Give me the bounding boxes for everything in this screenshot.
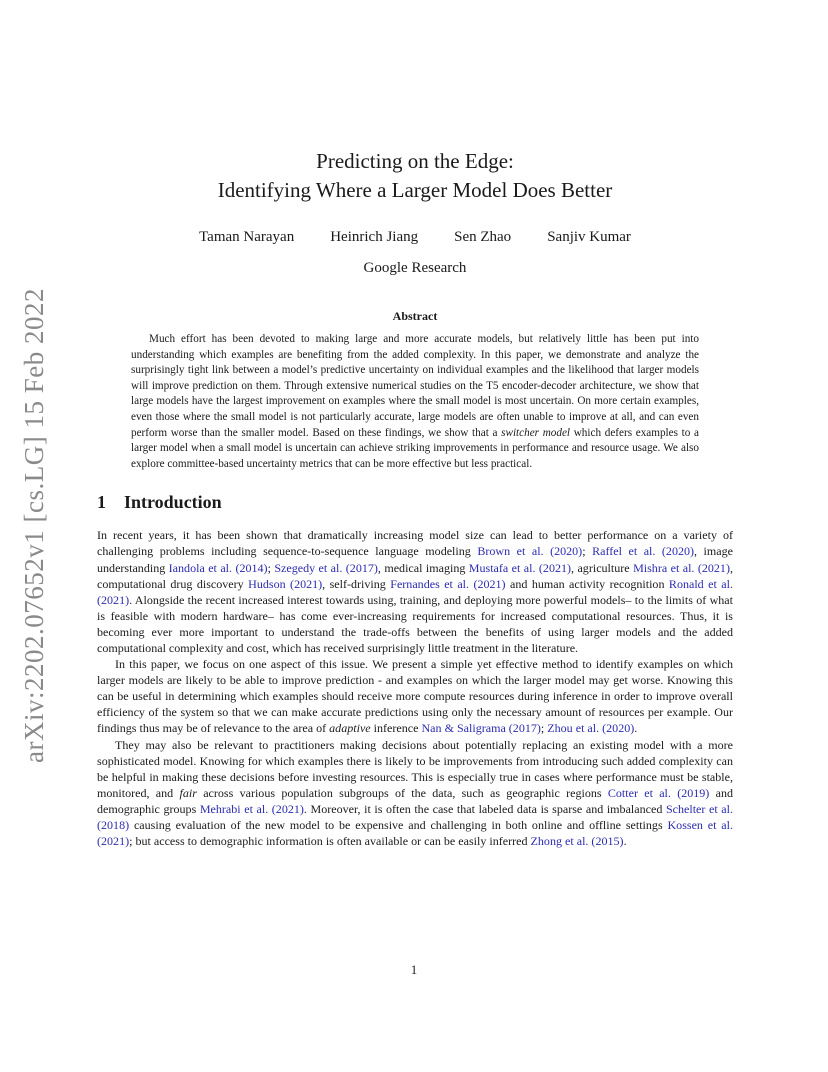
paragraph-1 [97,527,733,656]
abstract-text [131,332,699,472]
text-run: . [623,834,627,849]
citation-link[interactable]: Mishra et al. (2021) [633,560,730,575]
abstract-heading: Abstract [392,309,438,323]
citation-link[interactable]: Zhong et al. (2015) [530,834,624,849]
citation-link[interactable]: Hudson (2021) [248,576,323,591]
text-run: , agriculture [571,560,634,575]
author-name: Sen Zhao [454,229,512,245]
text-run: . [634,721,638,736]
abstract-run: Much effort has been devoted to making large and more accurate models, but relatively little has been put into understanding which examples are benefiting from the added complexity. In this paper, we demonstrate and analyze the surprisingly tight link between a model’s predictive uncertainty on individual examples and the likelihood that larger models will improve prediction on them. Through extensive numerical studies on the T5 encoder-decoder architecture, we show that large models have the largest improvement on examples where the small model is most uncertain. On more certain examples, even those where the small model is not particularly accurate, large models are often unable to improve at all, and can even perform worse than the smaller model. Based on these findings, we show that a [131,333,699,439]
text-run: and demographic groups [97,785,734,816]
text-run: ; [267,560,275,575]
citation-link[interactable]: Ronald et al. (2021) [97,576,733,607]
paper-page [97,0,733,849]
text-run: inference [370,721,422,736]
citation-link[interactable]: Iandola et al. (2014) [168,560,268,575]
title-line-2: Identifying Where a Larger Model Does Better [217,178,613,202]
text-run: They may also be relevant to practitioners making decisions about potentially replacing an existing model with a more sophisticated model. Knowing for which examples there is likely to be improvements from introducing such added complexity can be helpful in making these decisions before investing resources. This is especially true in cases where performance must be stable, monitored, and [97,737,733,800]
text-run: , medical imaging [377,560,469,575]
text-run: , computational drug discovery [97,560,733,591]
citation-link[interactable]: Cotter et al. (2019) [607,785,710,800]
citation-link[interactable]: Schelter et al. (2018) [97,801,733,833]
affiliation: Google Research [363,260,467,276]
author-name: Heinrich Jiang [330,229,419,245]
text-run: across various population subgroups of the data, such as geographic regions [196,785,608,800]
text-run: , image understanding [97,544,733,575]
text-run: and human activity recognition [505,576,669,591]
author-name: Taman Narayan [199,229,295,245]
citation-link[interactable]: Zhou et al. (2020) [547,721,635,736]
citation-link[interactable]: Mustafa et al. (2021) [468,560,572,575]
text-run: ; [582,544,593,559]
arxiv-stamp [10,287,58,763]
author-name: Sanjiv Kumar [547,229,631,245]
citation-link[interactable]: Mehrabi et al. (2021) [199,801,304,816]
section-heading [97,492,733,513]
citation-link[interactable]: Kossen et al. (2021) [97,818,733,849]
abstract-emphasis: switcher model [501,426,571,439]
paper-title [97,147,733,205]
emphasis: fair [179,785,197,800]
text-run: ; but access to demographic information is often available or can be easily inferred [129,834,531,849]
emphasis: adaptive [329,721,371,736]
author-list [97,229,733,246]
arxiv-stamp-text: arXiv:2202.07652v1 [cs.LG] 15 Feb 2022 [18,287,49,763]
citation-link[interactable]: Fernandes et al. (2021) [390,576,506,591]
text-run: , self-driving [322,576,391,591]
text-run: In this paper, we focus on one aspect of this issue. We present a simple yet effective method to identify examples on which larger models are likely to be able to improve prediction - and examples on which the larger model may get worse. Knowing this can be useful in determining which examples should receive more compute resources during inference in order to improve overall efficiency of the system so that we can make accurate predictions using only the necessary amount of resources per example. Our findings thus may be of relevance to the area of [97,657,733,736]
section-title: Introduction [124,492,222,513]
text-run: . Moreover, it is often the case that labeled data is sparse and imbalanced [303,801,666,816]
title-line-1: Predicting on the Edge: [316,149,514,173]
text-run: ; [540,721,548,736]
citation-link[interactable]: Raffel et al. (2020) [592,544,695,559]
text-run: In recent years, it has been shown that dramatically increasing model size can lead to better performance on a variety of challenging problems including sequence-to-sequence language modeling [97,528,733,559]
paragraph-3 [97,737,733,850]
section-number: 1 [97,492,106,513]
page-number: 1 [410,963,418,977]
citation-link[interactable]: Brown et al. (2020) [477,544,583,559]
text-run: causing evaluation of the new model to be expensive and challenging in both online and offline settings [129,818,668,833]
citation-link[interactable]: Nan & Saligrama (2017) [421,721,541,736]
citation-link[interactable]: Szegedy et al. (2017) [274,560,378,575]
text-run: . Alongside the recent increased interest towards using, training, and deploying more powerful models– to the limits of what is feasible with modern hardware– has come ever-increasing requirements for increased computational resources. Thus, it is becoming ever more important to understand the trade-offs between the benefits of using larger models and the added computational complexity and cost, which has received surprisingly little treatment in the literature. [97,592,733,655]
paragraph-2 [97,656,733,736]
abstract-run: which defers examples to a larger model when a small model is uncertain can achieve striking improvements in performance and resource usage. We also explore committee-based uncertainty metrics that can be more effective but less practical. [131,426,699,470]
